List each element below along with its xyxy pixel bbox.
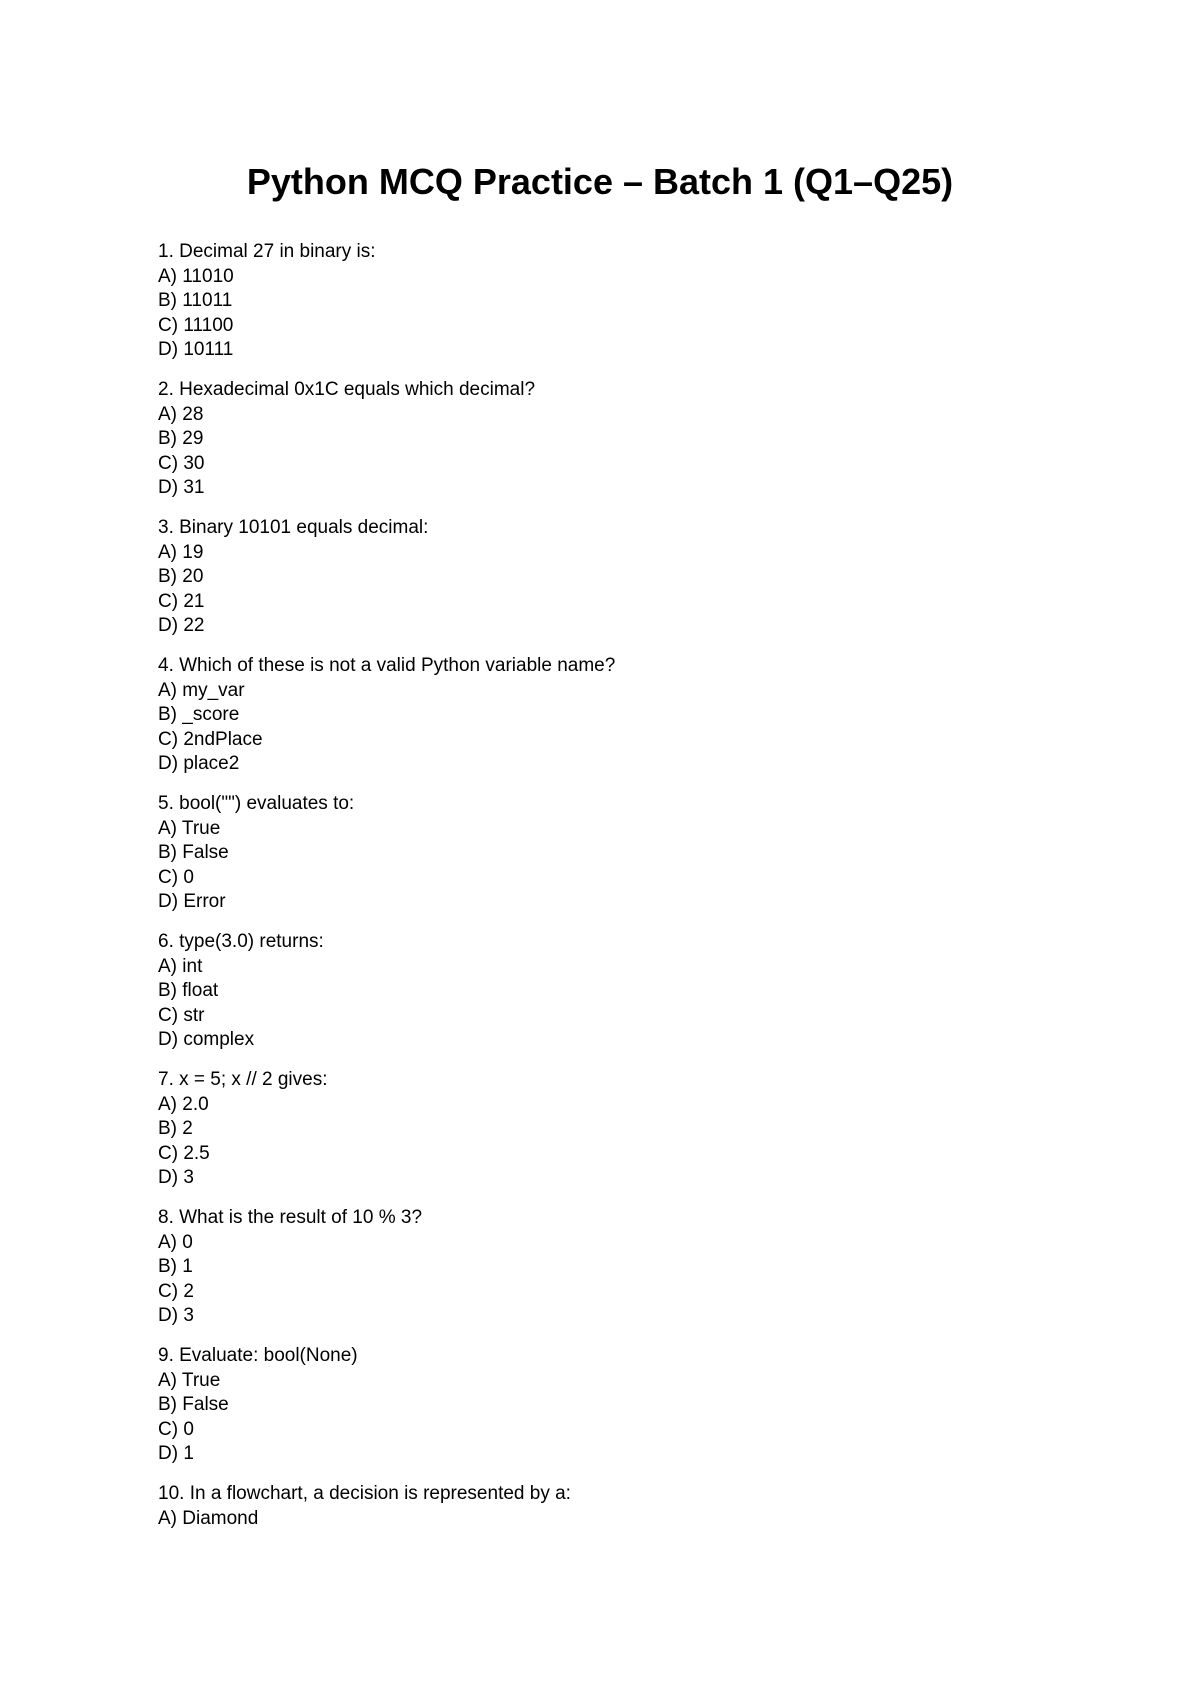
option-c: C) 0 [158,1418,194,1440]
question-text: 8. What is the result of 10 % 3? [158,1207,423,1228]
option-b: B) False [158,842,229,863]
option-a: A) Diamond [158,1507,259,1529]
option-a: A) my_var [158,679,245,701]
question-8 [158,1206,1158,1329]
option-c: C) 2.5 [158,1142,210,1164]
question-7 [158,1068,1158,1191]
question-text: 1. Decimal 27 in binary is: [158,241,376,262]
option-b: B) _score [158,704,240,725]
question-6 [158,930,1158,1053]
question-10 [158,1482,1158,1531]
option-b: B) 29 [158,428,204,449]
option-b: B) 1 [158,1256,193,1277]
question-text: 6. type(3.0) returns: [158,931,324,952]
option-a: A) 19 [158,541,204,563]
option-c: C) 0 [158,866,194,888]
question-9 [158,1344,1158,1467]
question-text: 4. Which of these is not a valid Python variable name? [158,655,616,676]
option-a: A) True [158,817,221,839]
option-b: B) 2 [158,1118,193,1139]
option-d: D) 3 [158,1305,194,1326]
option-d: D) 31 [158,477,205,498]
option-a: A) True [158,1369,221,1391]
question-5 [158,792,1158,915]
option-c: C) 21 [158,590,205,612]
option-d: D) 3 [158,1167,194,1188]
question-2 [158,378,1158,501]
option-d: D) place2 [158,753,240,774]
question-3 [158,516,1158,639]
option-c: C) 2ndPlace [158,728,263,750]
option-b: B) float [158,980,219,1001]
question-1 [158,240,1158,363]
option-d: D) Error [158,891,226,912]
option-b: B) 11011 [158,290,233,311]
page-title: Python MCQ Practice – Batch 1 (Q1–Q25) [246,161,954,202]
option-c: C) 2 [158,1280,194,1302]
option-a: A) 28 [158,403,204,425]
question-list [158,240,1158,1547]
question-text: 9. Evaluate: bool(None) [158,1345,358,1366]
option-b: B) False [158,1394,229,1415]
option-a: A) int [158,955,203,977]
question-4 [158,654,1158,777]
option-a: A) 0 [158,1231,193,1253]
question-text: 2. Hexadecimal 0x1C equals which decimal? [158,379,536,400]
option-a: A) 11010 [158,265,234,287]
question-text: 3. Binary 10101 equals decimal: [158,517,429,538]
option-d: D) 1 [158,1443,194,1464]
option-d: D) 10111 [158,339,234,360]
option-c: C) str [158,1004,205,1026]
option-d: D) 22 [158,615,205,636]
option-b: B) 20 [158,566,204,587]
question-text: 10. In a flowchart, a decision is represented by a: [158,1483,571,1504]
option-c: C) 30 [158,452,205,474]
option-c: C) 11100 [158,314,234,336]
question-text: 5. bool("") evaluates to: [158,793,355,814]
option-a: A) 2.0 [158,1093,209,1115]
question-text: 7. x = 5; x // 2 gives: [158,1069,328,1090]
option-d: D) complex [158,1029,255,1050]
